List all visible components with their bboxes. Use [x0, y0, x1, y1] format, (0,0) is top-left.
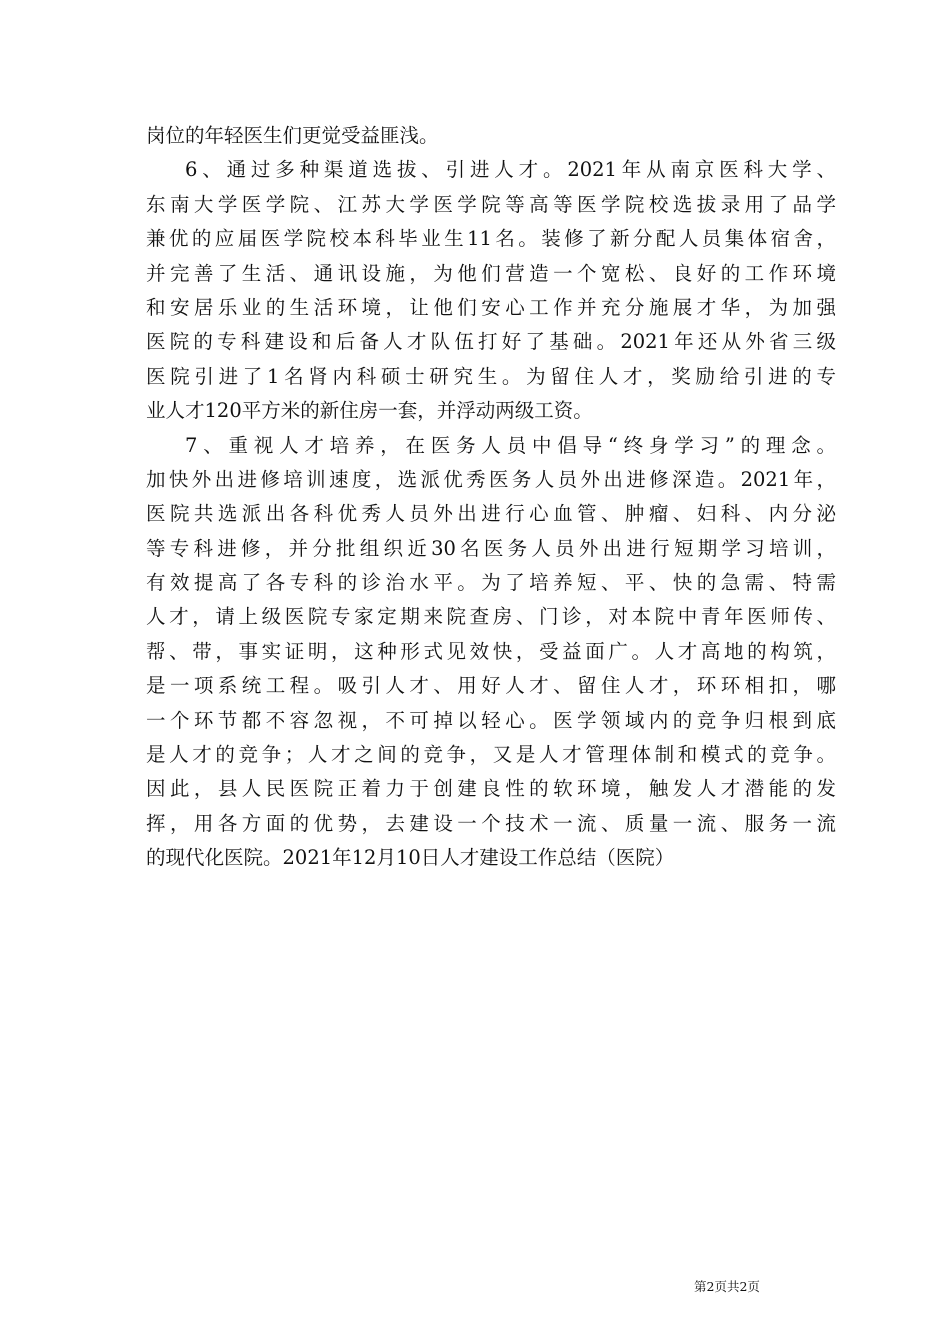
- text-line: 一个环节都不容忽视，不可掉以轻心。医学领域内的竞争归根到底: [146, 708, 836, 732]
- text-line: 6、通过多种渠道选拔、引进人才。2021年从南京医科大学、: [185, 158, 836, 182]
- text-line: 并完善了生活、通讯设施，为他们营造一个宽松、良好的工作环境: [146, 261, 836, 285]
- text-line: 帮、带，事实证明，这种形式见效快，受益面广。人才高地的构筑，: [146, 639, 836, 663]
- text-line: 和安居乐业的生活环境，让他们安心工作并充分施展才华，为加强: [146, 295, 836, 319]
- text-line: 兼优的应届医学院校本科毕业生11名。装修了新分配人员集体宿舍，: [146, 227, 836, 251]
- text-line: 是人才的竞争；人才之间的竞争，又是人才管理体制和模式的竞争。: [146, 743, 836, 767]
- text-line: 等专科进修，并分批组织近30名医务人员外出进行短期学习培训，: [146, 536, 836, 560]
- text-line: 医院共选派出各科优秀人员外出进行心血管、肿瘤、妇科、内分泌: [146, 502, 836, 526]
- text-line: 医院引进了1名肾内科硕士研究生。为留住人才，奖励给引进的专: [146, 364, 836, 388]
- text-line: 岗位的年轻医生们更觉受益匪浅。: [146, 124, 439, 147]
- text-line: 东南大学医学院、江苏大学医学院等高等医学院校选拔录用了品学: [146, 192, 836, 216]
- text-line: 7、重视人才培养，在医务人员中倡导“终身学习”的理念。: [185, 433, 836, 457]
- page-number-footer: 第2页共2页: [694, 1279, 760, 1294]
- text-line: 业人才120平方米的新住房一套，并浮动两级工资。: [146, 399, 593, 423]
- text-line: 因此，县人民医院正着力于创建良性的软环境，触发人才潜能的发: [146, 777, 836, 801]
- text-line: 的现代化医院。2021年12月10日人才建设工作总结（医院）: [146, 846, 675, 870]
- text-line: 医院的专科建设和后备人才队伍打好了基础。2021年还从外省三级: [146, 330, 836, 354]
- text-line: 人才，请上级医院专家定期来院查房、门诊，对本院中青年医师传、: [146, 605, 836, 629]
- body-text: [146, 119, 836, 876]
- text-line: 加快外出进修培训速度，选派优秀医务人员外出进修深造。2021年，: [146, 467, 836, 491]
- text-line: 有效提高了各专科的诊治水平。为了培养短、平、快的急需、特需: [146, 571, 836, 595]
- text-line: 挥，用各方面的优势，去建设一个技术一流、质量一流、服务一流: [146, 811, 836, 835]
- text-line: 是一项系统工程。吸引人才、用好人才、留住人才，环环相扣，哪: [146, 674, 836, 698]
